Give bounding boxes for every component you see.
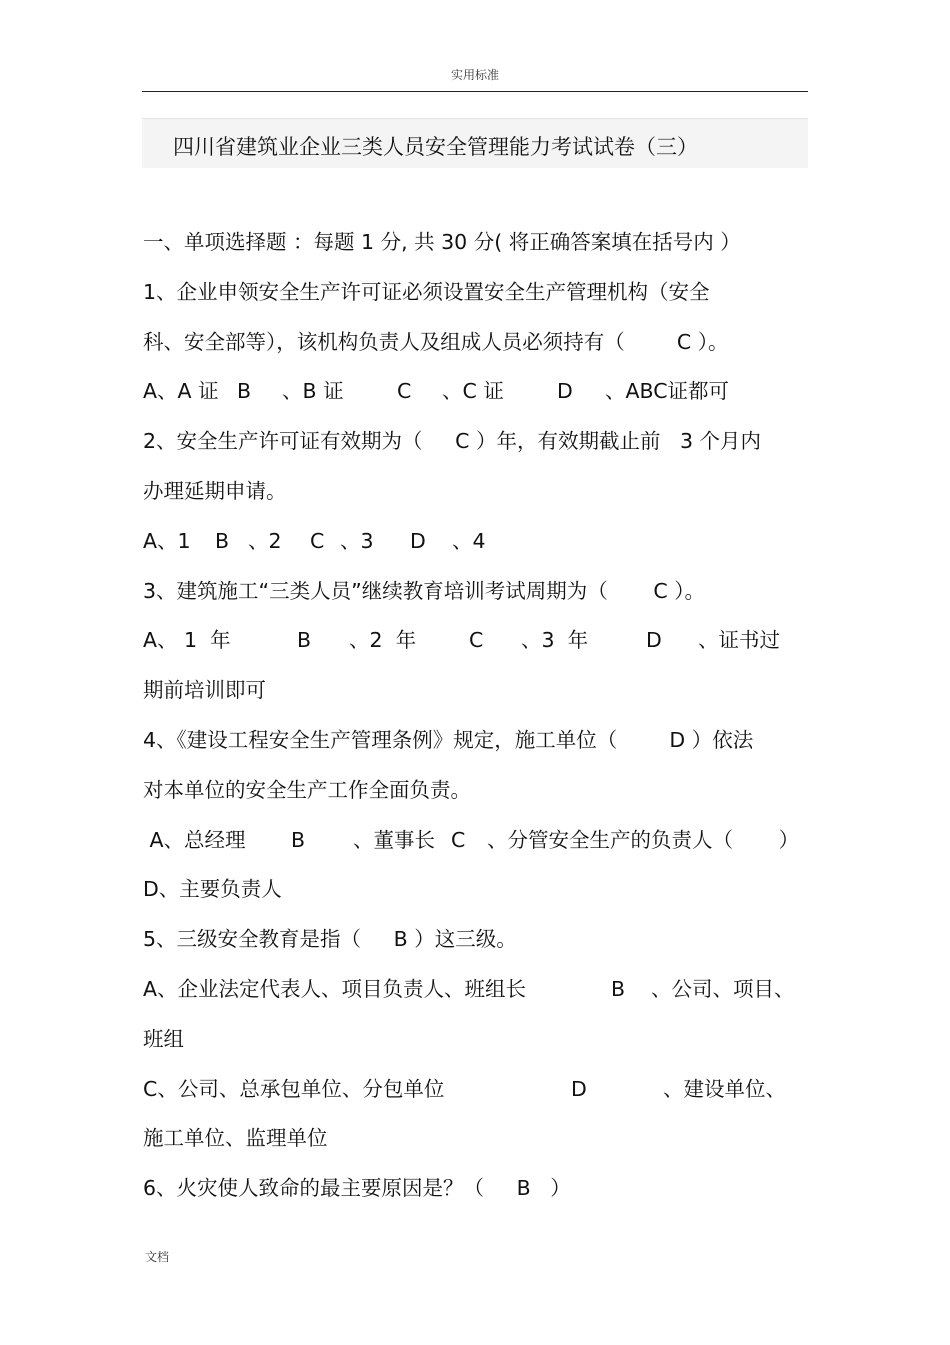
document-title: 四川省建筑业企业三类人员安全管理能力考试试卷（三） xyxy=(173,135,698,159)
question-5-options-cont-3 xyxy=(143,1120,808,1170)
question-3-stem-line-1 xyxy=(143,573,808,623)
question-text: 3、建筑施工“三类人员”继续教育培训考试周期为（ C ）。 xyxy=(143,578,705,603)
option-b-text: 、2 年 xyxy=(349,628,417,653)
question-text: 5、三级安全教育是指（ B ）这三级。 xyxy=(143,927,517,952)
option-b-text: 、B 证 xyxy=(282,379,344,404)
option-c: C、公司、总承包单位、分包单位 xyxy=(143,1076,445,1101)
option-b-letter: B xyxy=(237,379,252,404)
option-c-letter: C xyxy=(451,827,466,852)
option-d-text: 、建设单位、 xyxy=(663,1076,786,1101)
question-3-options xyxy=(143,622,808,672)
option-d-text: 、证书过 xyxy=(698,628,780,653)
option-d-letter: D xyxy=(571,1076,587,1101)
page-header-label: 实用标准 xyxy=(450,68,499,82)
option-d-letter: D xyxy=(410,528,426,553)
question-text: 6、火灾使人致命的最主要原因是？（ B ） xyxy=(143,1176,571,1201)
option-b-letter: B xyxy=(611,976,626,1001)
option-d-text-cont: 期前培训即可 xyxy=(143,678,266,703)
question-2-stem-line-1 xyxy=(143,423,808,473)
option-c-letter: C xyxy=(397,379,412,404)
option-d-text-cont: 施工单位、监理单位 xyxy=(143,1126,328,1151)
question-1-stem-line-2 xyxy=(143,324,808,374)
exam-body xyxy=(143,224,808,1220)
question-6-stem-line-1 xyxy=(143,1170,808,1220)
option-b-text: 、2 xyxy=(248,528,282,553)
question-5-options xyxy=(143,971,808,1021)
question-1-options xyxy=(143,373,808,423)
option-a: A、总经理 xyxy=(143,827,246,852)
option-c-letter: C xyxy=(310,528,325,553)
page-footer-label: 文档 xyxy=(145,1250,170,1264)
question-text: 科、安全部等），该机构负责人及组成人员必须持有（ C ）。 xyxy=(143,329,729,354)
option-d-text: 、4 xyxy=(452,528,486,553)
question-5-options-cont-2 xyxy=(143,1071,808,1121)
question-1-stem-line-1 xyxy=(143,274,808,324)
question-text: 1、企业申领安全生产许可证必须设置安全生产管理机构（安全 xyxy=(143,279,710,304)
option-c-text: 、3 年 xyxy=(521,628,589,653)
question-text: 2、安全生产许可证有效期为（ C ）年，有效期截止前 3 个月内 xyxy=(143,429,762,454)
option-a: A、A 证 xyxy=(143,379,219,404)
option-b-text: 、董事长 xyxy=(353,827,435,852)
option-b-letter: B xyxy=(215,528,230,553)
option-d-text: 、ABC证都可 xyxy=(605,379,730,404)
option-c-text: 、分管安全生产的负责人（ ） xyxy=(487,827,800,852)
question-4-stem-line-2 xyxy=(143,772,808,822)
title-box xyxy=(142,118,808,168)
header-rule xyxy=(142,91,808,92)
option-c-text: 、C 证 xyxy=(442,379,504,404)
option-a: A、 1 年 xyxy=(143,628,231,653)
option-a: A、企业法定代表人、项目负责人、班组长 xyxy=(143,976,527,1001)
section-heading-text: 一、单项选择题 ：每题 1 分, 共 30 分( 将正确答案填在括号内 ） xyxy=(143,230,741,254)
question-text: 办理延期申请。 xyxy=(143,478,287,503)
question-2-stem-line-2 xyxy=(143,473,808,523)
question-2-options xyxy=(143,523,808,573)
option-b-letter: B xyxy=(291,827,306,852)
option-d-letter: D xyxy=(646,628,662,653)
question-5-options-cont-1 xyxy=(143,1021,808,1071)
question-5-stem-line-1 xyxy=(143,921,808,971)
option-b-text-cont: 班组 xyxy=(143,1026,184,1051)
option-d-text: D、主要负责人 xyxy=(143,877,282,902)
option-c-letter: C xyxy=(469,628,484,653)
question-4-options xyxy=(143,822,808,872)
section-heading xyxy=(143,224,808,274)
option-a: A、1 xyxy=(143,528,191,553)
question-4-options-cont xyxy=(143,871,808,921)
question-4-stem-line-1 xyxy=(143,722,808,772)
option-c-text: 、3 xyxy=(340,528,374,553)
option-b-text: 、公司、项目、 xyxy=(651,976,795,1001)
option-b-letter: B xyxy=(297,628,312,653)
option-d-letter: D xyxy=(557,379,573,404)
question-text: 4、《建设工程安全生产管理条例》规定，施工单位（ D ）依法 xyxy=(143,727,754,752)
question-3-options-cont xyxy=(143,672,808,722)
question-text: 对本单位的安全生产工作全面负责。 xyxy=(143,777,471,802)
